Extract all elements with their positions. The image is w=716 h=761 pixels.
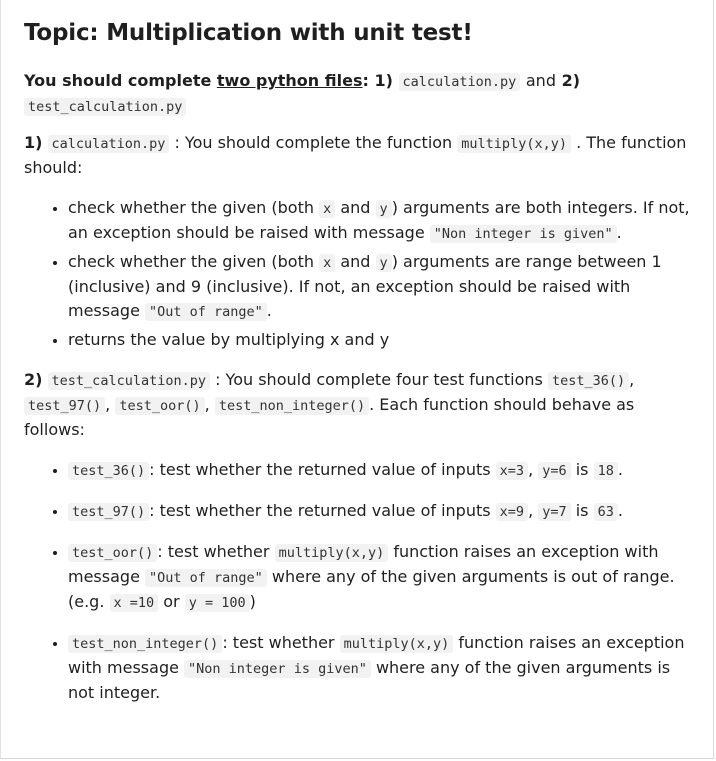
- item-text: returns the value by multiplying x and y: [68, 330, 390, 349]
- list-item: [68, 631, 696, 705]
- page-title: Topic: Multiplication with unit test!: [24, 20, 473, 46]
- code-result: 63: [594, 503, 618, 521]
- comma: ,: [204, 395, 210, 414]
- two-files-underlined: two python files: [216, 71, 363, 90]
- part2-tests-list: [24, 458, 696, 705]
- part1-text-b: . The function should:: [24, 133, 687, 177]
- code-x: x: [319, 200, 335, 218]
- item-text: where any of the given arguments is out of range. (e.g.: [68, 567, 675, 611]
- item-end: ): [249, 592, 256, 611]
- part1-file-code: calculation.py: [48, 135, 170, 153]
- intro-num-1: 1): [374, 71, 393, 90]
- list-item: [68, 540, 696, 615]
- part1-num: 1): [24, 133, 43, 152]
- item-end: .: [616, 223, 622, 242]
- code-message: "Out of range": [145, 303, 267, 321]
- code-y: y: [376, 254, 392, 272]
- item-text: function raises an exception with message: [68, 633, 685, 677]
- list-item: • test_97() : test whether the returned value of inputs x=9 , y=7 is 63 .: [68, 499, 696, 524]
- code-input: x=9: [496, 503, 528, 521]
- code-calculation-py: calculation.py: [399, 73, 521, 91]
- code-y: y: [376, 200, 392, 218]
- list-item: [68, 250, 696, 324]
- item-and: and: [340, 252, 371, 271]
- item-text: check whether the given (both: [68, 252, 315, 271]
- item-is: is: [575, 501, 589, 520]
- code-message: "Out of range": [145, 569, 267, 587]
- code-result: 18: [594, 462, 618, 480]
- item-and: and: [340, 198, 371, 217]
- document-content: [24, 20, 696, 721]
- code-test-36: test_36(): [548, 372, 629, 390]
- code-func: test_oor(): [68, 544, 157, 562]
- intro-num-2: 2): [561, 71, 581, 90]
- part2-paragraph: [24, 368, 696, 442]
- intro-paragraph: [24, 69, 696, 119]
- item-text: : test whether the returned value of inputs: [149, 501, 491, 520]
- item-text: : test whether the returned value of inputs: [149, 460, 491, 479]
- code-test-non-integer: test_non_integer(): [215, 397, 369, 415]
- code-func: test_36(): [68, 462, 149, 480]
- code-message: "Non integer is given": [430, 225, 617, 243]
- part1-func-code: multiply(x,y): [457, 135, 571, 153]
- code-call: multiply(x,y): [340, 635, 454, 653]
- intro-prefix: You should complete: [24, 71, 212, 90]
- item-is: is: [575, 460, 589, 479]
- code-example: y = 100: [185, 594, 250, 612]
- intro-colon: :: [362, 71, 369, 90]
- code-test-oor: test_oor(): [115, 397, 204, 415]
- part2-num: 2): [24, 370, 43, 389]
- code-input: y=7: [538, 503, 570, 521]
- code-call: multiply(x,y): [275, 544, 389, 562]
- code-func: test_97(): [68, 503, 149, 521]
- item-text: : test whether: [222, 633, 335, 652]
- code-x: x: [319, 254, 335, 272]
- code-message: "Non integer is given": [184, 660, 371, 678]
- part1-requirements-list: [24, 196, 696, 352]
- item-text: ) arguments are both integers. If not, an exception should be raised with message: [68, 198, 690, 242]
- code-func: test_non_integer(): [68, 635, 222, 653]
- part1-text-a: : You should complete the function: [174, 133, 453, 152]
- code-test-calculation-py: test_calculation.py: [24, 98, 186, 116]
- item-text: function raises an exception with message: [68, 542, 659, 586]
- list-item: [68, 196, 696, 246]
- item-end: .: [617, 460, 623, 479]
- part2-text-b: . Each function should behave as follows:: [24, 395, 635, 439]
- list-item: [68, 328, 696, 352]
- item-text: ) arguments are range between 1 (inclusive) and 9 (inclusive). If not, an exception should be raised with message: [68, 252, 662, 320]
- item-text: check whether the given (both: [68, 198, 315, 217]
- comma: ,: [629, 370, 635, 389]
- item-end: .: [266, 301, 272, 320]
- comma: ,: [105, 395, 111, 414]
- code-input: y=6: [538, 462, 570, 480]
- part2-file-code: test_calculation.py: [48, 372, 210, 390]
- part2-text-a: : You should complete four test functions: [215, 370, 543, 389]
- code-test-97: test_97(): [24, 397, 105, 415]
- item-end: .: [617, 501, 623, 520]
- item-text: where any of the given arguments is not integer.: [68, 658, 671, 702]
- code-input: x=3: [496, 462, 528, 480]
- code-example: x =10: [110, 594, 159, 612]
- part1-paragraph: [24, 131, 696, 180]
- item-or: or: [163, 592, 180, 611]
- item-text: : test whether: [157, 542, 270, 561]
- intro-and: and: [525, 71, 556, 90]
- list-item: • test_36() : test whether the returned value of inputs x=3 , y=6 is 18 .: [68, 458, 696, 483]
